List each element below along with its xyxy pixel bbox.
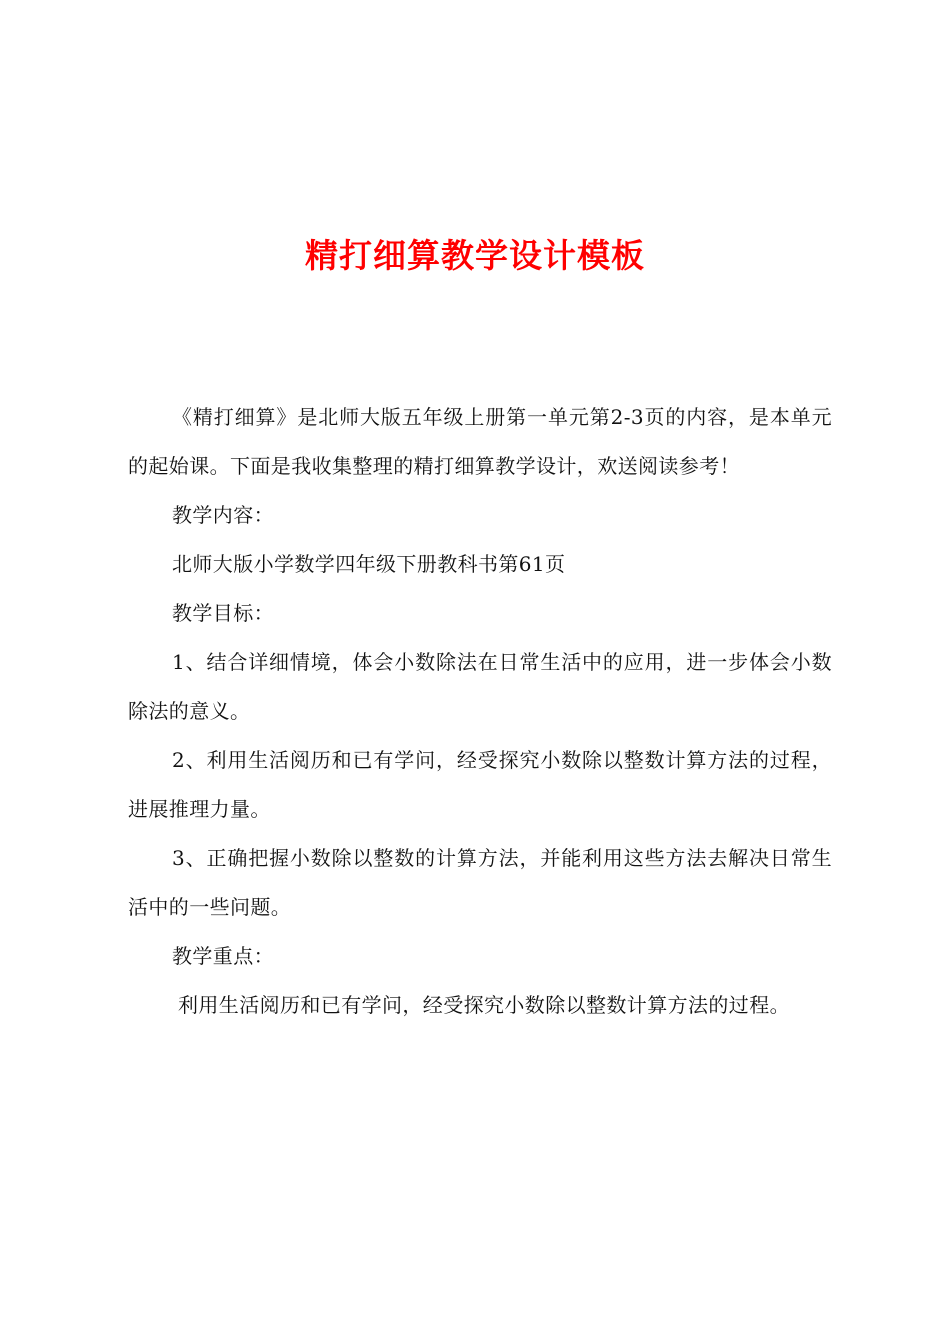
key-points-paragraph: 利用生活阅历和已有学问，经受探究小数除以整数计算方法的过程。	[178, 993, 790, 1017]
section-heading-key-points: 教学重点：	[172, 944, 274, 968]
document-body	[128, 393, 832, 1030]
objective-item-2: 2、利用生活阅历和已有学问，经受探究小数除以整数计算方法的过程，进展推理力量。	[128, 748, 832, 821]
document-title: 精打细算教学设计模板	[305, 236, 645, 276]
section-heading-objectives: 教学目标：	[172, 601, 274, 625]
objective-item-1: 1、结合详细情境，体会小数除法在日常生活中的应用，进一步体会小数除法的意义。	[128, 650, 832, 723]
section-heading-content: 教学内容：	[172, 503, 274, 527]
content-paragraph: 北师大版小学数学四年级下册教科书第61页	[172, 552, 566, 576]
intro-paragraph: 《精打细算》是北师大版五年级上册第一单元第2-3页的内容，是本单元的起始课。下面是我收集整理的精打细算教学设计，欢送阅读参考！	[128, 405, 832, 478]
objective-item-3: 3、正确把握小数除以整数的计算方法，并能利用这些方法去解决日常生活中的一些问题。	[128, 846, 832, 919]
